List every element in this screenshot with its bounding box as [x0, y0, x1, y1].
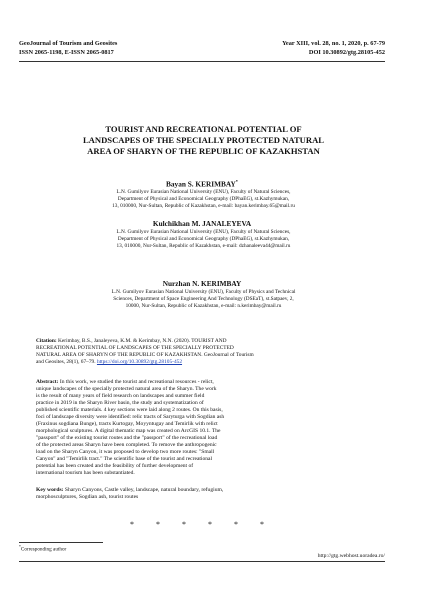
- footnote-mark: *: [19, 545, 21, 549]
- abstract-line: international tourism has been substantiated.: [36, 470, 135, 476]
- affil-line: L.N. Gumilyov Eurasian National University (ENU), Faculty of Physics and Technical: [111, 289, 296, 295]
- journal-header-right: [282, 40, 385, 57]
- author-name-1: Bayan S. KERIMBAY*: [166, 179, 238, 189]
- citation-label: Citation:: [36, 338, 57, 344]
- journal-name: GeoJournal of Tourism and Geosites: [19, 40, 118, 47]
- section-separator-stars: * * * * * *: [130, 520, 274, 529]
- affil-line: L.N. Gumilyov Eurasian National University (ENU), Faculty of Natural Sciences,: [116, 229, 291, 235]
- title-line: LANDSCAPES OF THE SPECIALLY PROTECTED NATURAL: [82, 135, 325, 145]
- footnote-divider: [19, 542, 103, 543]
- affil-line: 13, 010000, Nur-Sultan, Republic of Kazakhstan, e-mail: bayan.kerimbay.65@mail.ru: [112, 203, 295, 209]
- footer-divider: [19, 561, 385, 562]
- footnote: [19, 545, 66, 553]
- affil-line: Sciences, Department of Space Engineering And Technology (DSEaT), st.Satpaev, 2,: [113, 296, 294, 302]
- citation-line: and Geosites, 28(1), 67–79. https://doi.org/10.30892/gtg.28105-452: [36, 359, 183, 365]
- abstract-line: is the result of many years of field research on landscapes and summer field: [36, 393, 205, 399]
- abstract-line: practice in 2019 in the Sharyn River basin, the study and systematization of: [36, 400, 204, 406]
- abstract-line: published scientific materials. 4 key sections were laid along 2 routes. On this basis,: [36, 407, 223, 413]
- affil-line: L.N. Gumilyov Eurasian National University (ENU), Faculty of Natural Sciences,: [116, 189, 291, 195]
- abstract-line: (Fraxinus sogdiana Bunge), tracts Kurtogay, Moyyntugay and Temirlik with relict: [36, 421, 218, 427]
- affil-line: 13, 010000, Nur-Sultan, Republic of Kazakhstan, e-mail: dzhanaleeva44@mail.ru: [116, 243, 291, 249]
- abstract-line: load on the Sharyn Canyon, it was proposed to develop two more routes: "Small: [36, 449, 215, 455]
- volume-info: Year XIII, vol. 28, no. 1, 2020, p. 67-79: [282, 40, 385, 47]
- title-line: TOURIST AND RECREATIONAL POTENTIAL OF: [105, 124, 302, 134]
- keywords-line: morphosculptures, Sogdian ash, tourist routes: [36, 494, 139, 500]
- abstract-line: "passport" of the existing tourist routes and the "passport" of the recreational load: [36, 435, 218, 441]
- corresponding-mark: *: [235, 179, 238, 184]
- keywords-label: Key words:: [36, 487, 64, 493]
- keywords-line: Key words: Sharyn Canyons, Castle valley, landscape, natural boundary, refugium,: [36, 487, 224, 493]
- footnote-text: Corresponding author: [20, 546, 67, 553]
- paper-title: [40, 124, 367, 157]
- header-divider: [19, 61, 385, 62]
- affil-line: 10000, Nur-Sultan, Republic of Kazakhstan, e-mail: n.kerimbay@mail.ru: [125, 303, 282, 309]
- abstract-block: [36, 379, 367, 477]
- author-affiliation-3: [40, 289, 367, 310]
- abstract-line: Canyon" and "Temirlik tract." The scientific base of the tourist and recreational: [36, 456, 213, 462]
- abstract-label: Abstract:: [36, 379, 59, 385]
- abstract-line: potential has been created and the feasibility of further development of: [36, 463, 194, 469]
- abstract-line: foci of landscape diversity were identified: relic tracts of Saryturga with Sogdian ash: [36, 414, 225, 420]
- author-affiliation-2: [40, 229, 367, 250]
- abstract-line: Abstract: In this work, we studied the tourist and recreational resources - relict,: [36, 379, 214, 385]
- abstract-line: unique landscapes of the specially protected natural area of the Sharyn. The work: [36, 386, 217, 392]
- citation-line: Citation: Kerimbay, B.S., Janaleyeva, K.M. & Kerimbay, N.N. (2020). TOURIST AND: [36, 338, 227, 344]
- affil-line: Department of Physical and Economical Geography (DPhaEG), st.Kazhymukan,: [117, 236, 290, 242]
- author-name-2: Kulchikhan M. JANALEYEVA: [152, 219, 252, 228]
- affil-line: Department of Physical and Economical Geography (DPhaEG), st.Kazhymukan,: [117, 196, 290, 202]
- abstract-line: morphological sculptures. A digital thematic map was created on ArcGIS 10.1. The: [36, 428, 221, 434]
- citation-block: [36, 338, 367, 366]
- doi-link[interactable]: https://doi.org/10.30892/gtg.28105-452: [96, 359, 183, 365]
- abstract-line: of the protected areas Sharyn have been completed. To remove the anthropogenic: [36, 442, 217, 448]
- citation-line: RECREATIONAL POTENTIAL OF LANDSCAPES OF THE SPECIALLY PROTECTED: [36, 345, 234, 351]
- footer-url[interactable]: http://gtg.webhost.uoradea.ro/: [317, 553, 385, 559]
- journal-issn: ISSN 2065-1198, E-ISSN 2065-0817: [19, 48, 114, 56]
- title-line: AREA OF SHARYN OF THE REPUBLIC OF KAZAKHSTAN: [87, 146, 320, 156]
- citation-line: NATURAL AREA OF SHARYN OF THE REPUBLIC OF KAZAKHSTAN. GeoJournal of Tourism: [36, 352, 254, 358]
- doi-header: DOI 10.30892/gtg.28105-452: [308, 48, 385, 56]
- keywords-block: [36, 487, 367, 501]
- journal-header-left: [19, 40, 117, 57]
- author-name-3: Nurzhan N. KERIMBAY: [162, 279, 242, 288]
- author-affiliation-1: [40, 189, 367, 210]
